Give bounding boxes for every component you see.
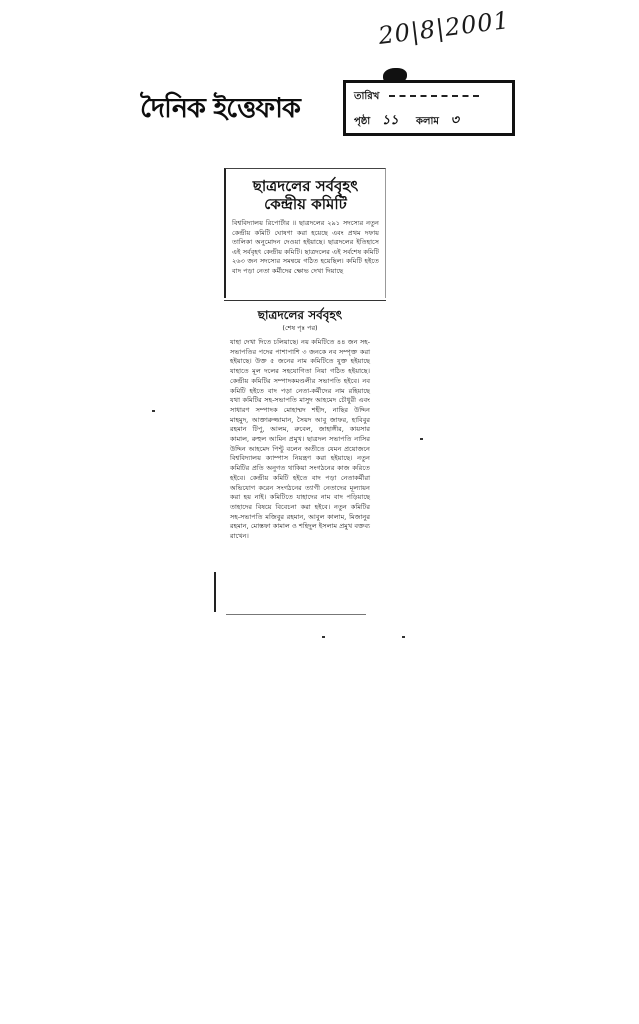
continued-reference: (শেষ পৃঃ পর) [282,324,318,332]
scan-speck [402,636,405,638]
stamp-page-value: ১১ [381,113,399,128]
headline-line-1: ছাত্রদলের সর্ববৃহৎ [252,177,359,195]
stamp-page-label: পৃষ্ঠা [354,116,371,127]
stamp-date-blank [389,95,479,97]
scan-speck [152,410,155,412]
article-lead-text: বিশ্ববিদ্যালয় রিপোর্টার ॥ ছাত্রদলের ২৯১ সদস্যের নতুন কেন্দ্রীয় কমিটি ঘোষণা করা হয়েছে এবং প্রথম দফায় তালিকা অনুমোদন দেওয়া হইয়াছে। ছাত্রদলের ইতিহাসে এই সর্ববৃহৎ কেন্দ্রীয় কমিটি। ছাত্রদলের এই সর্বশেষ কমিটি ২৬৩ জন সদস্যের সমন্বয়ে গঠিত হয়েছিল। কমিটি হইতে বাদ পড়া নেতা কর্মীদের ক্ষোভ দেখা দিয়াছে [232,219,379,275]
archive-stamp [343,80,515,136]
stamp-date-label: তারিখ [354,91,380,102]
scan-speck [420,438,423,440]
stamp-date-row [354,89,479,106]
stamp-column-value: ৩ [450,113,459,128]
headline-line-2: কেন্দ্রীয় কমিটি [264,195,347,213]
newspaper-masthead: দৈনিক ইত্তেফাক [140,93,300,124]
margin-mark [214,572,216,612]
continued-body-text: যাহা দেখা দিতে চলিয়াছে। নয় কমিটিতে ৪৪ জন সহ-সভাপতির পদের পাশাপাশি ৩ জনকে নব সম্পৃক্ত করা হইয়াছে। উক্ত ৫ জনের নাম কমিটিতে যুক্ত হইয়াছে যাহাতে মূল দলের সহযোগিতা নিয়া গঠিত হইয়াছে। কেন্দ্রীয় কমিটির সম্পাদকমণ্ডলীর সভাপতি হইবে। নব কমিটি হইতে বাদ পড়া নেতা-কর্মীদের নাম রহিয়াছে যথা কমিটির সহ-সভাপতি মাসুদ আহমেদ চৌধুরী এবং সাধারণ সম্পাদক মোহাম্মদ শহীদ, নাছির উদ্দিন মাহমুদ, আক্তারুজ্জামান, সৈয়দ আবু জাফর, হাবিবুর রহমান টিপু, আলম, রুবেল, জাহাঙ্গীর, কায়সার কামাল, রুহুল আমিন প্রমুখ। ছাত্রদল সভাপতি নাসির উদ্দিন আহমেদ পিন্টু বলেন অতীতে যেমন প্রয়োজনে বিশ্ববিদ্যালয় ক্যাম্পাস নিয়ন্ত্রণ করা হইয়াছে। নতুন কমিটির প্রতি অনুগত থাকিয়া সংগঠনের কাজ করিতে হইবে। কেন্দ্রীয় কমিটি হইতে বাদ পড়া নেতাকর্মীরা অভিযোগ করেন সংগঠনের ত্যাগী নেতাদের মূল্যায়ন করা হয় নাই। কমিটিতে যাহাদের নাম বাদ পড়িয়াছে তাহাদের বিষয়ে বিবেচনা করা হইবে। নতুন কমিটির সহ-সভাপতি মজিবুর রহমান, আবুল কালাম, মিজানুর রহমান, মোস্তফা কামাল ও শহিদুল ইসলাম প্রমুখ বক্তব্য রাখেন। [230,338,370,541]
article-headline [232,177,379,213]
stamp-page-row [354,111,459,132]
handwritten-date: 20|8|2001 [376,6,512,50]
stamp-column-label: কলাম [416,116,439,127]
article-top-section [224,168,386,298]
article-continuation [226,306,374,614]
continued-headline: ছাত্রদলের সর্ববৃহৎ [257,308,343,322]
scan-speck [322,636,325,638]
section-divider [224,300,386,301]
clipping-bottom-edge [226,614,366,615]
